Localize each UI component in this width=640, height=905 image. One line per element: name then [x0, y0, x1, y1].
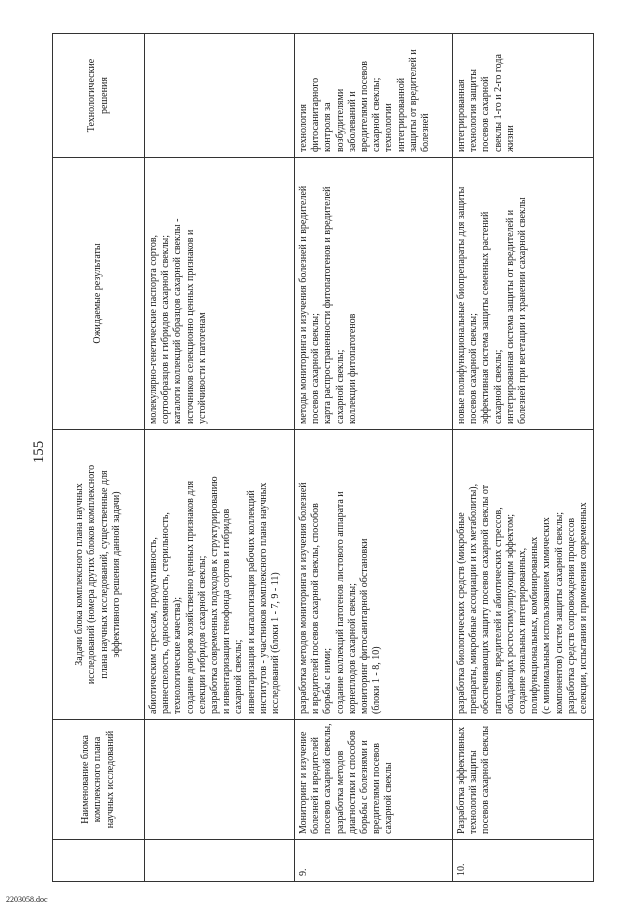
text-line: обеспечивающих защиту посевов сахарной свеклы от — [480, 484, 492, 714]
text-line: абиотическим стрессам, продуктивность, — [148, 537, 159, 714]
text-line: научных исследований — [104, 730, 116, 829]
text-line: селекции, испытания и применения современных — [577, 502, 589, 714]
text-line: Разработка эффективных — [456, 726, 467, 834]
text-line: комплексного плана — [92, 736, 104, 823]
text-line: разработка средств сопровождения процессов — [565, 517, 577, 714]
text-line: сахарной свеклы; — [233, 639, 245, 714]
text-line: мониторинг фитосанитарной обстановки — [358, 538, 370, 714]
text-line: Задачи блока комплексного плана научных — [74, 483, 86, 666]
text-line: посевов сахарной — [480, 76, 492, 152]
text-line: сахарной свеклы — [383, 762, 395, 834]
text-line: исследований (номера других блоков комплексного — [86, 464, 98, 685]
row-name — [295, 720, 453, 840]
text-line: инвентаризация и каталогизация рабочих коллекций — [245, 490, 257, 714]
text-line: защиты от вредителей и — [407, 49, 419, 152]
row-num: 9. — [295, 840, 453, 882]
text-line: корнеплодов сахарной свеклы; — [346, 583, 358, 714]
text-line: вредителями посевов — [371, 742, 383, 834]
text-line: Технологические — [86, 58, 98, 133]
text-line: интегрированной — [395, 77, 407, 152]
text-line: разработка биологических средств (микробные — [456, 512, 467, 714]
text-line: (блоки 1 - 8, 10) — [371, 646, 383, 714]
row-name — [145, 720, 295, 840]
header-num — [53, 840, 145, 882]
text-line: обладающих ростостимулирующим эффектом; — [504, 513, 516, 714]
header-results — [53, 158, 145, 430]
text-line: свеклы 1-го и 2-го года — [492, 54, 504, 152]
header-name — [53, 720, 145, 840]
text-line: (с минимальным использованием химических — [541, 517, 553, 714]
text-line: посевов сахарной свеклы; — [310, 313, 322, 424]
row-tasks — [453, 430, 594, 720]
table-row — [453, 34, 594, 882]
row-name — [453, 720, 594, 840]
row-results — [145, 158, 295, 430]
text-line: и вредителей посевов сахарной свеклы, способов — [310, 503, 322, 714]
text-line: сахарной свеклы; — [334, 349, 346, 424]
text-line: болезней и вредителей — [310, 736, 322, 834]
table-row — [295, 34, 453, 882]
text-line: технологические качества); — [172, 596, 184, 714]
text-line: технологий защиты — [468, 750, 480, 834]
text-line: эффективного решения данной задачи) — [110, 491, 122, 658]
text-line: сортообразцов и гибридов сахарной свеклы; — [160, 234, 172, 424]
text-line: эффективная система защиты семенных растений — [480, 211, 492, 424]
text-line: каталоги коллекций образцов сахарной свеклы - — [172, 218, 184, 424]
text-line: методы мониторинга и изучения болезней и вредителей — [298, 185, 309, 424]
text-line: Ожидаемые результаты — [92, 243, 104, 344]
text-line: коллекции фитопатогенов — [346, 313, 358, 424]
text-line: болезней при вегетации и хранении сахарной свеклы — [516, 197, 528, 424]
rotated-content — [31, 34, 589, 882]
text-line: полифункциональных, комбинированных — [529, 536, 541, 714]
text-line: вредителями посевов — [358, 60, 370, 152]
text-line: исследований (блоки 1 - 7, 9 - 11) — [269, 572, 281, 714]
text-line: жизни — [504, 125, 516, 152]
text-line: институтов - участников комплексного плана научных — [257, 482, 269, 714]
text-line: посевов сахарной свеклы, — [322, 723, 334, 834]
text-line: и инвентаризации генофонда сортов и гибридов — [221, 508, 233, 714]
table-row — [145, 34, 295, 882]
text-line: сахарной свеклы; — [492, 349, 504, 424]
row-tasks — [145, 430, 295, 720]
text-line: решения — [98, 77, 110, 114]
text-line: карта распространенности фитопатогенов и вредителей — [322, 186, 334, 424]
text-line: контроля за — [322, 102, 334, 152]
text-line: разработка методов — [334, 750, 346, 834]
text-line: Мониторинг и изучение — [298, 731, 309, 834]
page-number: 155 — [31, 440, 47, 464]
table-header-row — [53, 34, 145, 882]
text-line: интегрированная — [456, 79, 467, 152]
text-line: патогенов, вредителей и абиотических стрессов, — [492, 507, 504, 714]
text-line: технология — [298, 104, 309, 152]
text-line: борьбы с болезнями и — [358, 740, 370, 834]
text-line: болезней — [419, 113, 431, 152]
text-line: технология защиты — [468, 69, 480, 152]
text-line: посевов сахарной свеклы; — [468, 313, 480, 424]
footer-doc-code: 2203058.doc — [6, 895, 48, 904]
text-line: молекулярно-генетические паспорта сортов, — [148, 234, 159, 424]
plan-table — [52, 33, 594, 882]
text-line: создание доноров хозяйственно ценных признаков для — [184, 480, 196, 714]
text-line: препараты, микробные ассоциации и их метаболиты), — [468, 483, 480, 714]
text-line: устойчивости к патогенам — [196, 312, 208, 424]
text-line: новые полифункциональные биопрепараты для защиты — [456, 186, 467, 424]
text-line: возбудителями — [334, 88, 346, 152]
row-tech — [453, 34, 594, 158]
row-results — [453, 158, 594, 430]
header-tech — [53, 34, 145, 158]
text-line: сахарной свеклы; — [371, 77, 383, 152]
text-line: раннеспелость, односемянность, стерильность, — [160, 512, 172, 714]
text-line: плана научных исследований, существенные для — [98, 470, 110, 679]
text-line: разработка методов мониторинга и изучения болезней — [298, 482, 309, 714]
text-line: создание коллекций патогенов листового аппарата и — [334, 491, 346, 714]
text-line: компонентов) систем защиты сахарной свеклы; — [553, 511, 565, 714]
text-line: посевов сахарной свеклы — [480, 725, 492, 834]
text-line: фитосанитарного — [310, 77, 322, 152]
text-line: Наименование блока — [80, 735, 92, 824]
header-tasks — [53, 430, 145, 720]
row-tasks — [295, 430, 453, 720]
text-line: интегрированная система защиты от вредителей и — [504, 209, 516, 424]
row-num — [145, 840, 295, 882]
row-results — [295, 158, 453, 430]
row-tech — [145, 34, 295, 158]
text-line: создание зональных интегрированных, — [516, 547, 528, 714]
row-tech — [295, 34, 453, 158]
text-line: технологии — [383, 103, 395, 152]
text-line: разработка современных подходов к структурированию — [208, 476, 220, 714]
text-line: борьбы с ними; — [322, 647, 334, 714]
row-num: 10. — [453, 840, 594, 882]
text-line: диагностики и способов — [346, 730, 358, 834]
text-line: селекции гибридов сахарной свеклы; — [196, 555, 208, 714]
text-line: источников селекционно ценных признаков и — [184, 229, 196, 424]
text-line: заболеваний и — [346, 91, 358, 152]
